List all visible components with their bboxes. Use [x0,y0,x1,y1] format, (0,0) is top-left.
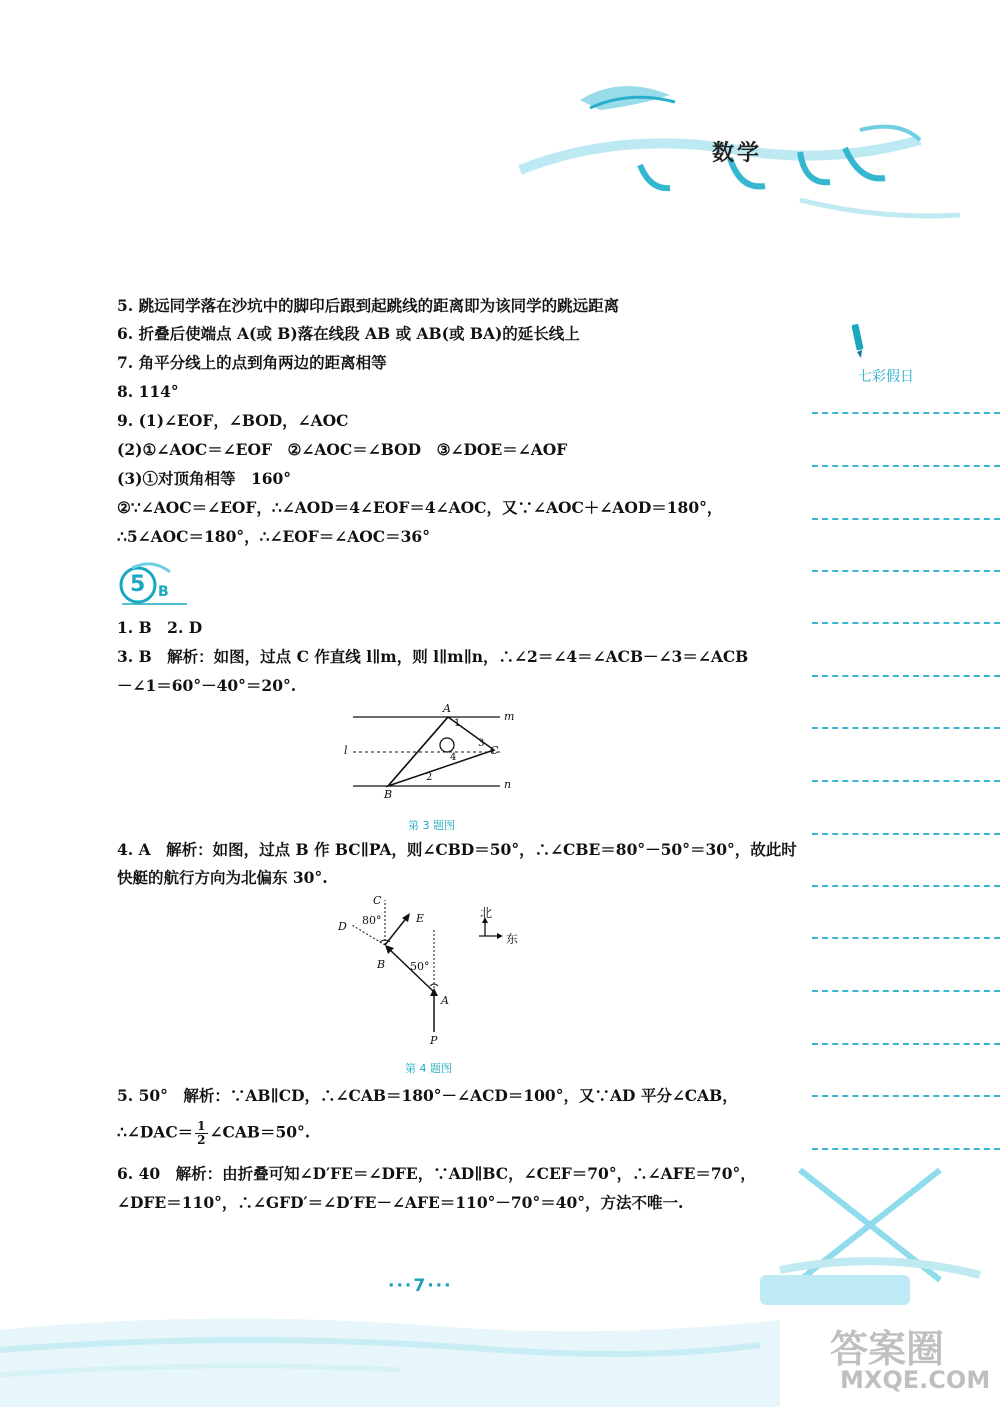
fig3-label: 3 [478,738,485,749]
fraction-denominator: 2 [197,1133,206,1147]
q1-q2-answer: 1. B 2. D [117,618,203,637]
answer-line: (2)①∠AOC＝∠EOF ②∠AOC＝∠BOD ③∠DOE＝∠AOF [117,440,568,459]
section-number: 5 [130,572,146,597]
section-letter: B [158,584,169,600]
fig3-label: A [443,702,451,715]
answer-line: 9. (1)∠EOF，∠BOD，∠AOC [117,411,349,430]
q3-answer-line1: 3. B 解析：如图，过点 C 作直线 l∥m，则 l∥m∥n，∴∠2＝∠4＝∠ACB－∠3＝∠ACB [117,647,749,666]
corner-decoration [760,1150,1000,1310]
q4-answer-line2: 快艇的航行方向为北偏东 30°. [117,868,328,887]
answer-line: (3)①对顶角相等 160° [117,469,292,488]
fraction [195,1120,207,1147]
answer-line: 5. 跳远同学落在沙坑中的脚印后跟到起跳线的距离即为该同学的跳远距离 [117,296,620,315]
fig3-label: l [344,744,348,757]
q5-line2-pre: ∴∠DAC＝ [117,1122,194,1142]
header-subject: 数学 [712,141,763,166]
fraction-numerator: 1 [197,1119,206,1133]
answer-line: ②∵∠AOC＝∠EOF，∴∠AOD＝4∠EOF＝4∠AOC，又∵∠AOC＋∠AOD＝180°， [117,498,723,517]
q4-figure-caption: 第 4 题图 [405,1062,452,1075]
answer-line: 7. 角平分线上的点到角两边的距离相等 [117,353,387,372]
fig3-label: B [384,788,393,801]
q6-answer-line1: 6. 40 解析：由折叠可知∠D′FE＝∠DFE，∵AD∥BC，∠CEF＝70°，∴∠AFE＝70°， [117,1164,756,1183]
q3-answer-line2: －∠1＝60°－40°＝20°. [117,676,297,695]
fig4-label: C [373,894,382,907]
q5-answer-line2 [117,1120,310,1147]
answer-line: 6. 折叠后使端点 A(或 B)落在线段 AB 或 AB(或 BA)的延长线上 [117,324,580,343]
fig4-label: A [441,994,449,1007]
fig4-label: D [338,920,347,933]
fig3-label: C [490,744,499,757]
page-number: ···7··· [388,1276,453,1296]
answer-line: ∴5∠AOC＝180°，∴∠EOF＝∠AOC＝36° [117,527,430,546]
fig4-label: P [430,1034,438,1047]
fig3-label: m [504,710,515,723]
fig4-label: 50° [410,960,430,973]
pen-icon [848,322,868,364]
q6-answer-line2: ∠DFE＝110°，∴∠GFD′＝∠D′FE－∠AFE＝110°－70°＝40°，方法不唯一. [117,1193,684,1212]
section-badge [112,560,192,610]
fig4-label: 东 [506,932,519,946]
fig3-label: 1 [454,718,461,729]
figure-q4 [330,890,530,1050]
q3-figure-caption: 第 3 题图 [408,819,455,832]
sidebar-label: 七彩假日 [858,369,914,385]
answer-line: 8. 114° [117,382,179,401]
watermark-url: MXQE.COM [840,1366,991,1394]
fig3-label: 2 [426,772,433,783]
fig4-label: 80° [362,914,382,927]
fig3-label: n [504,778,512,791]
q5-line2-post: ∠CAB＝50°. [209,1122,311,1142]
watermark-logo: 答案圈 [830,1327,945,1371]
q5-answer-line1: 5. 50° 解析：∵AB∥CD，∴∠CAB＝180°－∠ACD＝100°，又∵AD 平分∠CAB， [117,1086,738,1105]
figure-q3 [340,700,530,810]
fig4-label: B [377,958,386,971]
fig3-label: 4 [450,752,457,763]
fig4-label: E [416,912,425,925]
q4-answer-line1: 4. A 解析：如图，过点 B 作 BC∥PA，则∠CBD＝50°，∴∠CBE＝80°－50°＝30°，故此时 [117,840,797,859]
fig4-label: 北 [480,906,493,920]
